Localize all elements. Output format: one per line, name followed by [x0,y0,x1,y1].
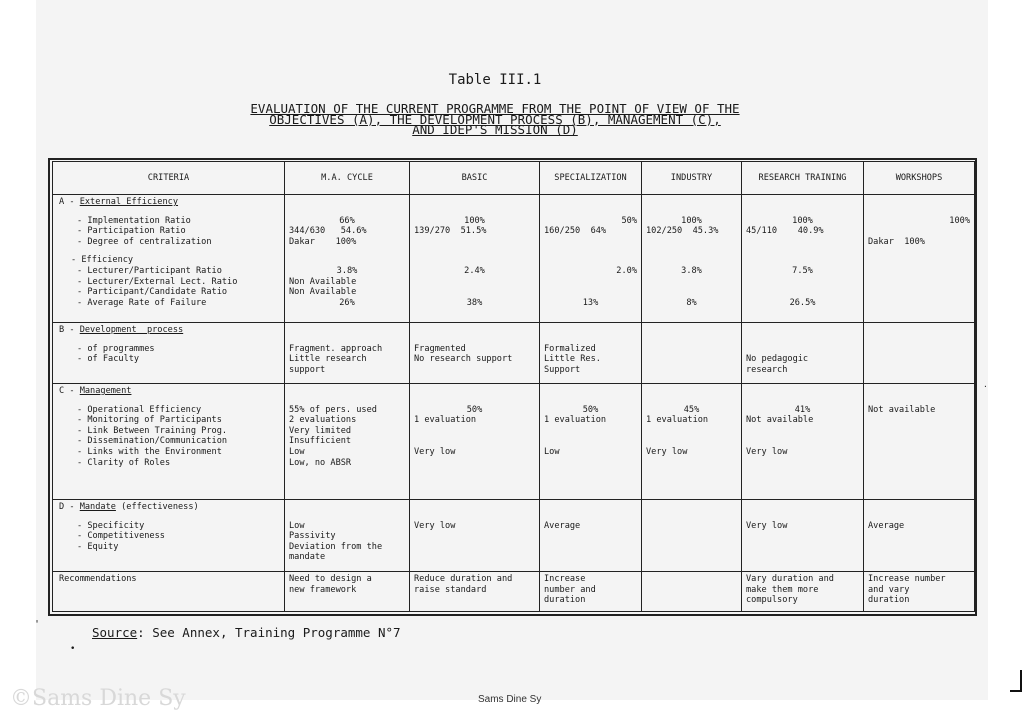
section-b-basic [410,323,540,384]
cell-value: research [746,364,788,375]
cell-value: mandate [289,552,326,563]
criterion: - Competitiveness [77,531,165,542]
section-d-workshops [864,500,975,572]
cell-value: 100% [681,215,702,226]
section-a-workshops [864,195,975,323]
cell-value: 100% [792,215,813,226]
cell-value: 66% [339,215,355,226]
section-d-row [53,500,975,572]
section-c-criteria [53,384,285,500]
cell-value: Need to design a [289,574,372,584]
cell-value: 3.8% [681,265,702,276]
cell-value: make them more [746,584,819,595]
recommendations-row [53,572,975,612]
criterion: - Links with the Environment [77,446,222,457]
section-a-industry [642,195,742,323]
criterion: - Efficiency [71,255,134,266]
cell-value: 8% [686,297,697,308]
cell-value: Low [289,446,305,457]
scan-mark: ' [34,619,41,630]
cell-value: Very low [414,520,456,531]
table-title: Table III.1 [448,72,542,88]
cell-value: 50% [582,404,599,415]
section-c-industry [642,384,742,500]
cell-value: 41% [794,404,811,415]
cell-value: Average [868,520,905,531]
col-header-research-training: RESEARCH TRAINING [742,162,864,195]
watermark: ©Sams Dine Sy [10,686,186,711]
cell-value: 1 evaluation [646,415,709,426]
cell-value: Very low [414,446,456,457]
cell-value: Formalized [544,343,596,354]
criterion: - Operational Efficiency [77,404,202,415]
criterion: - Equity [77,541,119,552]
section-c-workshops [864,384,975,500]
evaluation-table [52,161,975,612]
section-a-criteria [53,195,285,323]
section-c-specialization [540,384,642,500]
recommendations-workshops [864,572,975,612]
cell-value: 1 evaluation [544,415,607,426]
cell-value: 7.5% [792,265,813,276]
subtitle-line: EVALUATION OF THE CURRENT PROGRAMME FROM THE POINT OF VIEW OF THE [250,101,740,116]
criterion: - of programmes [77,343,155,354]
cell-value: Little Res. [544,354,601,365]
section-a-research-training [742,195,864,323]
cell-value: Passivity [289,531,336,542]
footer-credit: Sams Dine Sy [478,694,542,705]
section-heading: B - Development process [59,325,184,335]
cell-value: Average [544,520,581,531]
cell-value: Reduce duration and [414,574,513,584]
cell-value: Vary duration and [746,574,834,584]
cell-value: raise standard [414,584,487,595]
criterion: - Link Between Training Prog. [77,425,228,436]
cell-value: number and [544,584,596,595]
col-header-basic: BASIC [410,162,540,195]
section-d-basic [410,500,540,572]
cell-value: Dakar 100% [289,236,357,247]
cell-value: Increase number [868,574,946,584]
recommendations-research-training [742,572,864,612]
cell-value: 13% [582,297,599,308]
criterion: - Clarity of Roles [77,457,171,468]
cell-value: compulsory [746,595,798,606]
cell-value: Fragmented [414,343,466,354]
cell-value: Little research [289,354,367,365]
cell-value: Dakar 100% [868,236,925,247]
scan-mark: · [983,382,988,391]
cell-value: Low [544,446,560,457]
cell-value: 38% [466,297,483,308]
cell-value: Fragment. approach [289,343,383,354]
cell-value: No research support [414,354,513,365]
recommendations-specialization [540,572,642,612]
section-b-research-training [742,323,864,384]
criterion: - Monitoring of Participants [77,415,222,426]
cell-value: Very limited [289,425,352,436]
cell-value: 26% [339,297,355,308]
header-row [53,162,975,195]
cell-value: Increase [544,574,586,584]
section-a-row [53,195,975,323]
section-d-ma-cycle [285,500,410,572]
cell-value: 2.0% [616,265,637,276]
cell-value: Not available [746,415,814,426]
criterion: - Average Rate of Failure [77,297,207,308]
scan-mark: • [70,644,76,654]
cell-value: Support [544,364,581,375]
cell-value: 160/250 64% [544,226,607,237]
cell-value: duration [544,595,586,606]
cell-value: 50% [466,404,483,415]
cell-value: 102/250 45.3% [646,226,719,237]
cell-value: new framework [289,584,357,595]
cell-value: 1 evaluation [414,415,477,426]
section-c-research-training [742,384,864,500]
col-header-workshops: WORKSHOPS [864,162,975,195]
cell-value: 139/270 51.5% [414,226,487,237]
cell-value: 26.5% [789,297,816,308]
section-heading: D - Mandate (effectiveness) [59,502,199,512]
recommendations-label: Recommendations [53,572,285,612]
cell-value: 2 evaluations [289,415,357,426]
col-header-criteria: CRITERIA [53,162,285,195]
cell-value: Very low [646,446,688,457]
recommendations-basic [410,572,540,612]
section-b-industry [642,323,742,384]
cell-value: Deviation from the [289,541,383,552]
col-header-ma-cycle: M.A. CYCLE [285,162,410,195]
section-b-specialization [540,323,642,384]
cell-value: duration [868,595,910,606]
section-d-industry [642,500,742,572]
cell-value: 100% [949,215,970,226]
recommendations-ma-cycle [285,572,410,612]
cell-value: 45/110 40.9% [746,226,824,237]
cell-value: Non Available [289,276,357,287]
section-heading: C - Management [59,386,132,396]
cell-value: 344/630 54.6% [289,226,367,237]
cell-value: Low, no ABSR [289,457,352,468]
subtitle-line: AND IDEP'S MISSION (D) [412,122,578,138]
criterion: - Degree of centralization [77,236,212,247]
cell-value: and vary [868,584,910,595]
section-c-row [53,384,975,500]
criterion: - Lecturer/Participant Ratio [77,265,222,276]
recommendations-industry [642,572,742,612]
scan-corner-mark [1010,670,1022,692]
col-header-industry: INDUSTRY [642,162,742,195]
cell-value: Insufficient [289,436,352,447]
section-d-criteria [53,500,285,572]
criterion: - Dissemination/Communication [77,436,228,447]
section-d-specialization [540,500,642,572]
criterion: - Specificity [77,520,145,531]
cell-value: 3.8% [336,265,358,276]
section-c-ma-cycle [285,384,410,500]
criterion: - Participation Ratio [77,226,186,237]
cell-value: support [289,364,326,375]
criterion: - Lecturer/External Lect. Ratio [77,276,238,287]
source-text: : See Annex, Training Programme N°7 [137,625,401,640]
section-b-row [53,323,975,384]
cell-value: 50% [621,215,637,226]
cell-value: Very low [746,446,788,457]
section-d-research-training [742,500,864,572]
cell-value: 2.4% [464,265,485,276]
section-b-workshops [864,323,975,384]
criterion: - Participant/Candidate Ratio [77,287,228,298]
cell-value: 100% [464,215,485,226]
section-heading: A - External Efficiency [59,197,179,207]
section-c-basic [410,384,540,500]
table-subtitle [0,101,990,138]
cell-value: 45% [683,404,700,415]
cell-value: Non Available [289,287,357,298]
section-a-specialization [540,195,642,323]
subtitle-line: OBJECTIVES (A), THE DEVELOPMENT PROCESS (B), MANAGEMENT (C), [269,111,721,127]
col-header-specialization: SPECIALIZATION [540,162,642,195]
cell-value: Not available [868,404,936,415]
cell-value: Low [289,520,305,531]
section-a-ma-cycle [285,195,410,323]
section-b-criteria [53,323,285,384]
section-a-basic [410,195,540,323]
cell-value: No pedagogic [746,354,809,365]
section-b-ma-cycle [285,323,410,384]
criterion: - of Faculty [77,354,140,365]
source-note [92,625,401,640]
criterion: - Implementation Ratio [77,215,191,226]
cell-value: Very low [746,520,788,531]
source-label: Source [92,625,138,640]
cell-value: 55% of pers. used [289,404,377,415]
